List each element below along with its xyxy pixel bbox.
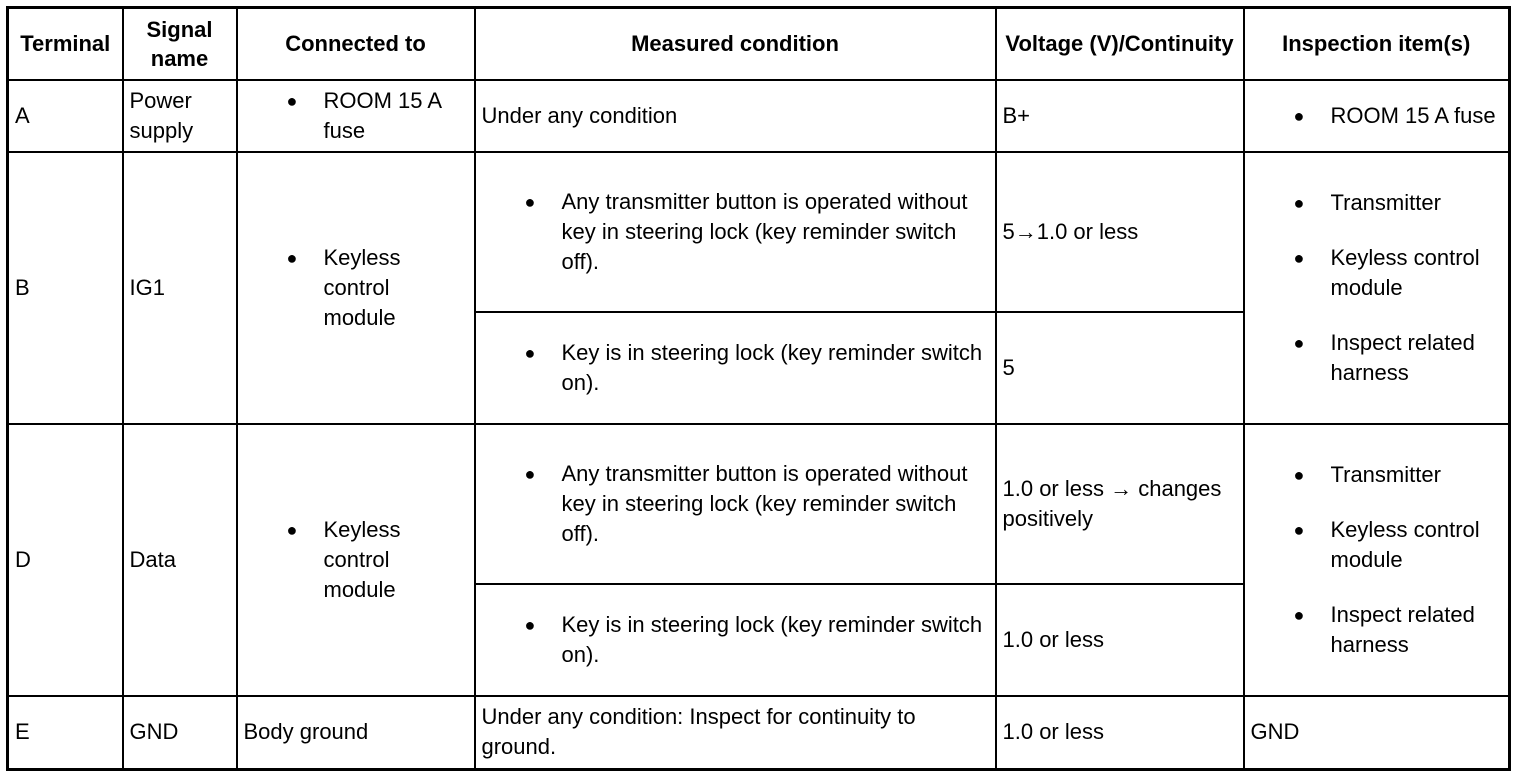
inspection-list bbox=[1291, 188, 1503, 388]
table-row bbox=[8, 696, 1510, 770]
condition-cell: Under any condition: Inspect for continuity to ground. bbox=[475, 696, 996, 770]
condition-cell bbox=[475, 152, 996, 312]
terminal-spec-table bbox=[6, 6, 1511, 771]
list-item: ● Any transmitter button is operated without key in steering lock (key reminder switch off). bbox=[522, 459, 989, 549]
header-terminal: Terminal bbox=[8, 8, 123, 80]
list-item: ● Keyless control module bbox=[1291, 515, 1503, 575]
condition-list bbox=[522, 338, 989, 398]
signal-cell: IG1 bbox=[123, 152, 237, 424]
header-inspection: Inspection item(s) bbox=[1244, 8, 1510, 80]
list-item: ● Inspect related harness bbox=[1291, 328, 1503, 388]
inspection-list bbox=[1291, 460, 1503, 660]
list-item: ● Inspect related harness bbox=[1291, 600, 1503, 660]
list-item: ● ROOM 15 A fuse bbox=[284, 86, 468, 146]
voltage-cell: 1.0 or less bbox=[996, 584, 1244, 696]
list-item: ● Key is in steering lock (key reminder switch on). bbox=[522, 610, 989, 670]
terminal-cell: B bbox=[8, 152, 123, 424]
inspection-cell bbox=[1244, 424, 1510, 696]
connected-cell: Body ground bbox=[237, 696, 475, 770]
header-measured-condition: Measured condition bbox=[475, 8, 996, 80]
list-item: ● Keyless control module bbox=[284, 515, 468, 605]
list-item: ● Key is in steering lock (key reminder switch on). bbox=[522, 338, 989, 398]
voltage-cell: 5→1.0 or less bbox=[996, 152, 1244, 312]
inspection-cell bbox=[1244, 80, 1510, 152]
header-row bbox=[8, 8, 1510, 80]
signal-cell: GND bbox=[123, 696, 237, 770]
condition-list bbox=[522, 610, 989, 670]
condition-list bbox=[522, 459, 989, 549]
voltage-cell: B+ bbox=[996, 80, 1244, 152]
terminal-cell: E bbox=[8, 696, 123, 770]
header-signal-name: Signal name bbox=[123, 8, 237, 80]
connected-list bbox=[284, 86, 468, 146]
condition-cell bbox=[475, 424, 996, 584]
condition-cell bbox=[475, 584, 996, 696]
condition-cell bbox=[475, 312, 996, 424]
terminal-cell: A bbox=[8, 80, 123, 152]
voltage-cell: 5 bbox=[996, 312, 1244, 424]
connected-list bbox=[284, 515, 468, 605]
list-item: ● Keyless control module bbox=[284, 243, 468, 333]
list-item: ● Transmitter bbox=[1291, 460, 1503, 490]
terminal-cell: D bbox=[8, 424, 123, 696]
header-voltage: Voltage (V)/Continuity bbox=[996, 8, 1244, 80]
connected-list bbox=[284, 243, 468, 333]
condition-list bbox=[522, 187, 989, 277]
signal-cell: Data bbox=[123, 424, 237, 696]
table-row bbox=[8, 152, 1510, 312]
connected-cell bbox=[237, 80, 475, 152]
signal-cell: Power supply bbox=[123, 80, 237, 152]
connected-cell bbox=[237, 152, 475, 424]
list-item: ● ROOM 15 A fuse bbox=[1291, 101, 1503, 131]
inspection-cell: GND bbox=[1244, 696, 1510, 770]
list-item: ● Keyless control module bbox=[1291, 243, 1503, 303]
voltage-cell: 1.0 or less bbox=[996, 696, 1244, 770]
table-row bbox=[8, 80, 1510, 152]
connected-cell bbox=[237, 424, 475, 696]
table-row bbox=[8, 424, 1510, 584]
list-item: ● Transmitter bbox=[1291, 188, 1503, 218]
inspection-cell bbox=[1244, 152, 1510, 424]
header-connected-to: Connected to bbox=[237, 8, 475, 80]
condition-cell: Under any condition bbox=[475, 80, 996, 152]
list-item: ● Any transmitter button is operated without key in steering lock (key reminder switch off). bbox=[522, 187, 989, 277]
voltage-cell: 1.0 or less → changes positively bbox=[996, 424, 1244, 584]
inspection-list bbox=[1291, 101, 1503, 131]
